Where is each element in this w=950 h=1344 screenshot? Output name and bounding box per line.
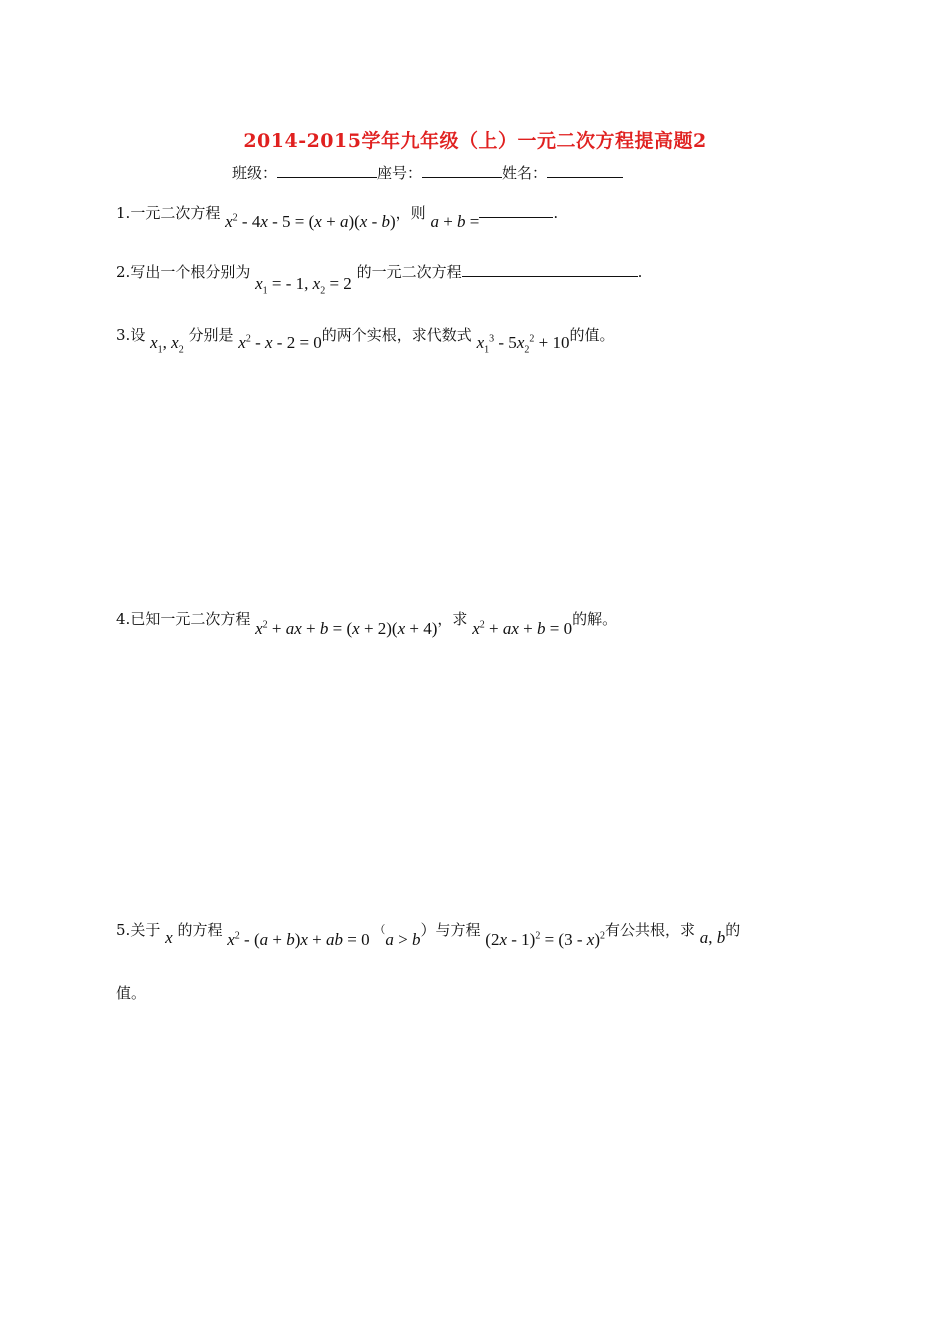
q1-text-b: ，则 xyxy=(395,204,426,222)
q5-equation-2: (2x - 1)$^2$ = (3 - x)$^2$ xyxy=(485,930,605,949)
q5-equation-1: $x^2 - (a + b)x$ + ab = 0 xyxy=(227,930,370,949)
q1-expression: a + b = xyxy=(430,212,480,231)
q3-text-c: 的两个实根，求代数式 xyxy=(321,326,472,344)
q5-text-a: 关于 xyxy=(130,921,161,939)
q2-number: 2. xyxy=(116,263,131,281)
q4-text-c: 的解。 xyxy=(572,610,618,628)
question-1 xyxy=(116,202,559,231)
q5-paren-close: ） xyxy=(420,921,436,939)
student-info-line xyxy=(232,162,623,183)
q2-text-a: 写出一个根分别为 xyxy=(130,263,251,281)
q5-variables-ab: a, b xyxy=(699,928,726,947)
question-5-line-2: 值。 xyxy=(116,984,147,1002)
q1-number: 1. xyxy=(116,204,131,222)
question-5 xyxy=(116,919,741,949)
q4-equation: $x^2$ + ax + b = (x + 2)(x + 4) xyxy=(255,619,438,638)
q4-target-equation: $x^2$ + ax + b = 0 xyxy=(472,619,573,638)
q3-text-d: 的值。 xyxy=(569,326,615,344)
q5-text-c: 与方程 xyxy=(435,921,481,939)
seat-blank[interactable] xyxy=(422,163,502,178)
q2-text-b: 的一元二次方程 xyxy=(356,263,462,281)
q3-text-a: 设 xyxy=(130,326,146,344)
q1-equation: $x^2 - 4x - 5 = (x + a)(x - b)$ xyxy=(225,212,396,231)
class-label: 班级： xyxy=(232,164,278,182)
q5-text-e: 的 xyxy=(725,921,741,939)
q4-number: 4. xyxy=(116,610,131,628)
name-blank[interactable] xyxy=(547,163,623,178)
q1-answer-blank[interactable] xyxy=(479,203,553,218)
class-blank[interactable] xyxy=(277,163,377,178)
q5-text-b: 的方程 xyxy=(177,921,223,939)
q3-roots: $x_1$, $x_2$ xyxy=(150,333,184,356)
q5-variable-x: x xyxy=(165,928,173,947)
q2-roots: $x_1$ = - 1, $x_2 = 2$ xyxy=(255,274,352,297)
q2-end: . xyxy=(637,263,643,281)
question-2 xyxy=(116,261,643,297)
q3-expression: $x_1^3 - 5x_2^2 + 10$ xyxy=(476,333,570,356)
name-label: 姓名： xyxy=(502,164,548,182)
seat-label: 座号： xyxy=(377,164,423,182)
q3-text-b: 分别是 xyxy=(188,326,234,344)
q2-answer-blank[interactable] xyxy=(462,262,638,277)
q4-text-b: ，求 xyxy=(437,610,468,628)
q1-end: . xyxy=(553,204,559,222)
question-3 xyxy=(116,324,615,356)
q1-text-a: 一元二次方程 xyxy=(130,204,221,222)
worksheet-title: 2014-2015学年九年级（上）一元二次方程提高题2 xyxy=(243,130,707,152)
q5-paren-open: （ xyxy=(374,923,386,936)
question-4 xyxy=(116,608,618,638)
q4-text-a: 已知一元二次方程 xyxy=(130,610,251,628)
q5-number: 5. xyxy=(116,921,131,939)
q5-text-d: 有公共根，求 xyxy=(604,921,695,939)
q5-condition: a > b xyxy=(385,930,421,949)
q3-number: 3. xyxy=(116,326,131,344)
q3-equation: $x^2 - x - 2 = 0$ xyxy=(238,333,322,352)
